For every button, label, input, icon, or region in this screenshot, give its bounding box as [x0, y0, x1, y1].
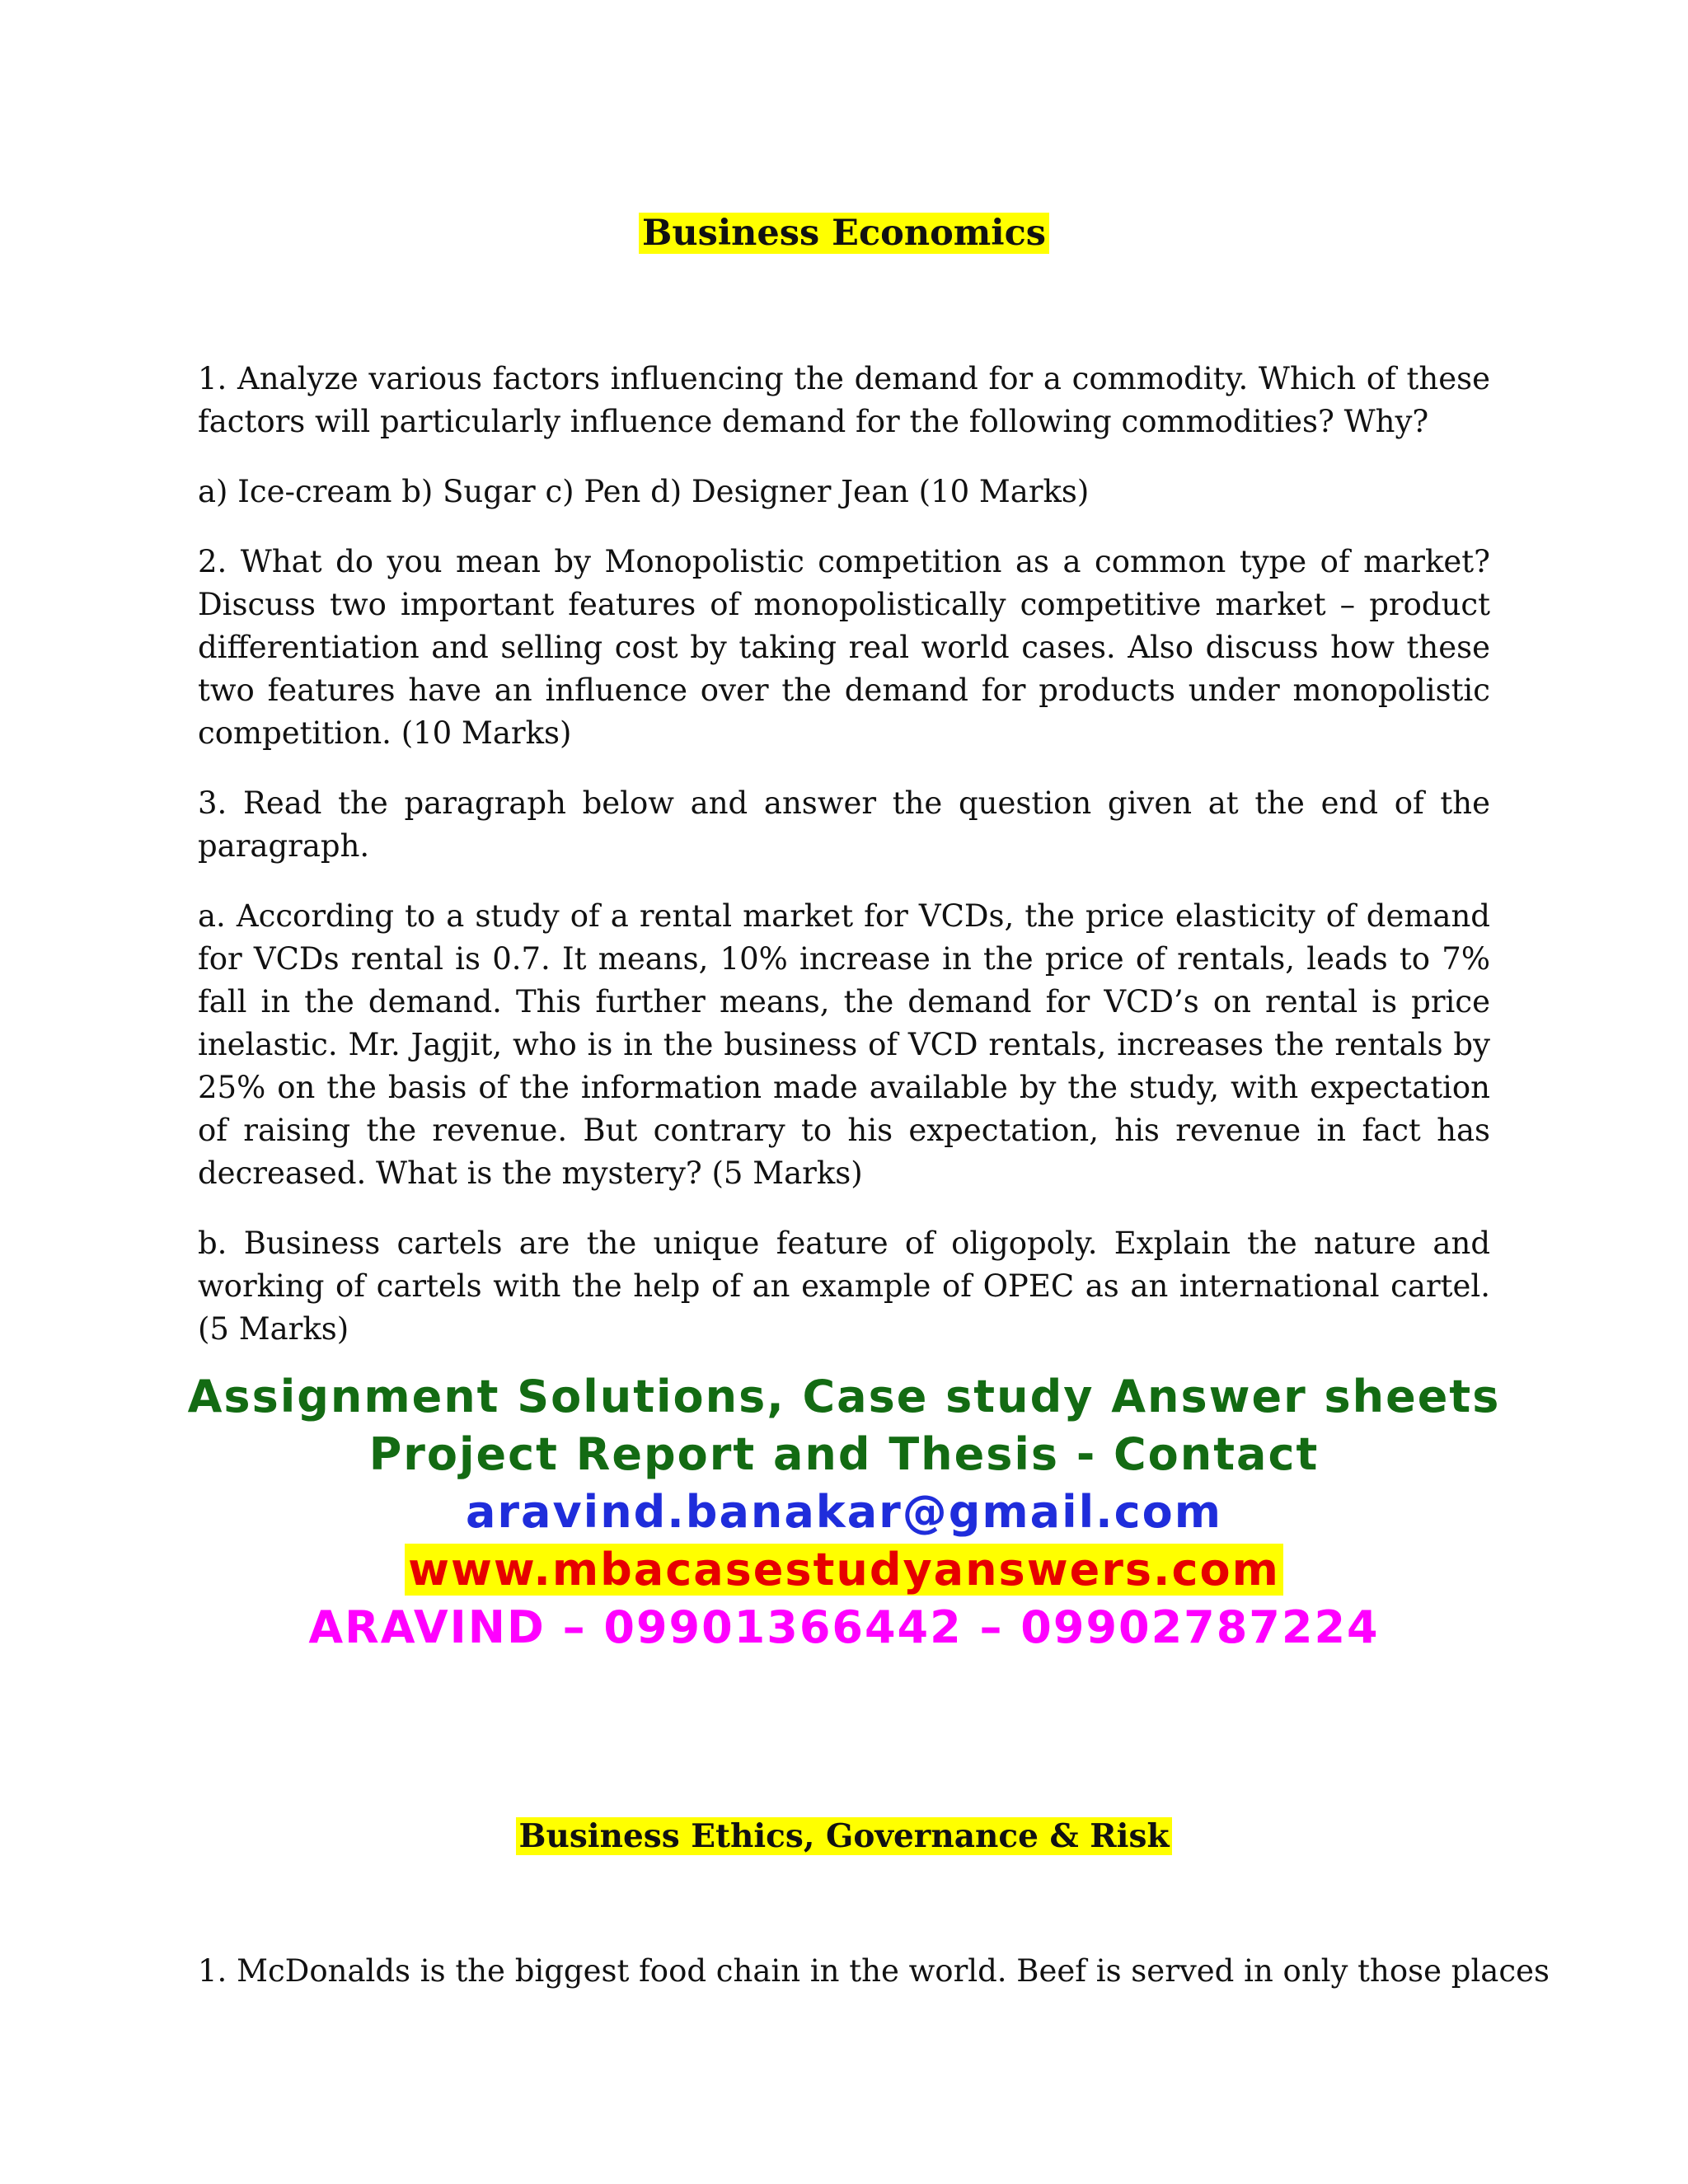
section-title-ethics-wrap	[0, 1813, 1688, 1859]
section-title-business-economics-wrap	[0, 210, 1688, 256]
promo-website: www.mbacasestudyanswers.com	[405, 1544, 1283, 1596]
promo-line-project: Project Report and Thesis - Contact	[368, 1428, 1320, 1480]
business-ethics-questions	[198, 1950, 1550, 2020]
ethics-question-1: 1. McDonalds is the biggest food chain in the world. Beef is served in only those places	[198, 1953, 1550, 1989]
question-1-options: a) Ice-cream b) Sugar c) Pen d) Designer Jean (10 Marks)	[198, 474, 1090, 509]
question-1: 1. Analyze various factors influencing the demand for a commodity. Which of these factors will particularly influence demand for the following commodities? Why?	[198, 361, 1490, 439]
section-title-business-economics: Business Economics	[639, 213, 1049, 254]
question-3: 3. Read the paragraph below and answer the question given at the end of the paragraph.	[198, 785, 1490, 864]
promo-line-assignment: Assignment Solutions, Case study Answer sheets	[187, 1371, 1501, 1422]
question-2: 2. What do you mean by Monopolistic competition as a common type of market? Discuss two important features of monopolistically competitive market – product differentiation and selling cost by taking real world cases. Also discuss how these two features have an influence over the demand for products under monopolistic competition. (10 Marks)	[198, 544, 1490, 751]
question-3b: b. Business cartels are the unique feature of oligopoly. Explain the nature and working of cartels with the help of an example of OPEC as an international cartel. (5 Marks)	[198, 1226, 1490, 1347]
business-economics-questions	[198, 358, 1490, 1378]
promo-email: aravind.banakar@gmail.com	[465, 1486, 1223, 1538]
promo-phone: ARAVIND – 09901366442 – 09902787224	[308, 1601, 1380, 1653]
question-3a: a. According to a study of a rental market for VCDs, the price elasticity of demand for VCDs rental is 0.7. It means, 10% increase in the price of rentals, leads to 7% fall in the demand. This further means, the demand for VCD’s on rental is price inelastic. Mr. Jagjit, who is in the business of VCD rentals, increases the rentals by 25% on the basis of the information made available by the study, with expectation of raising the revenue. But contrary to his expectation, his revenue in fact has decreased. What is the mystery? (5 Marks)	[198, 898, 1490, 1191]
contact-promo-block	[0, 1368, 1688, 1657]
section-title-business-ethics: Business Ethics, Governance & Risk	[516, 1817, 1173, 1855]
